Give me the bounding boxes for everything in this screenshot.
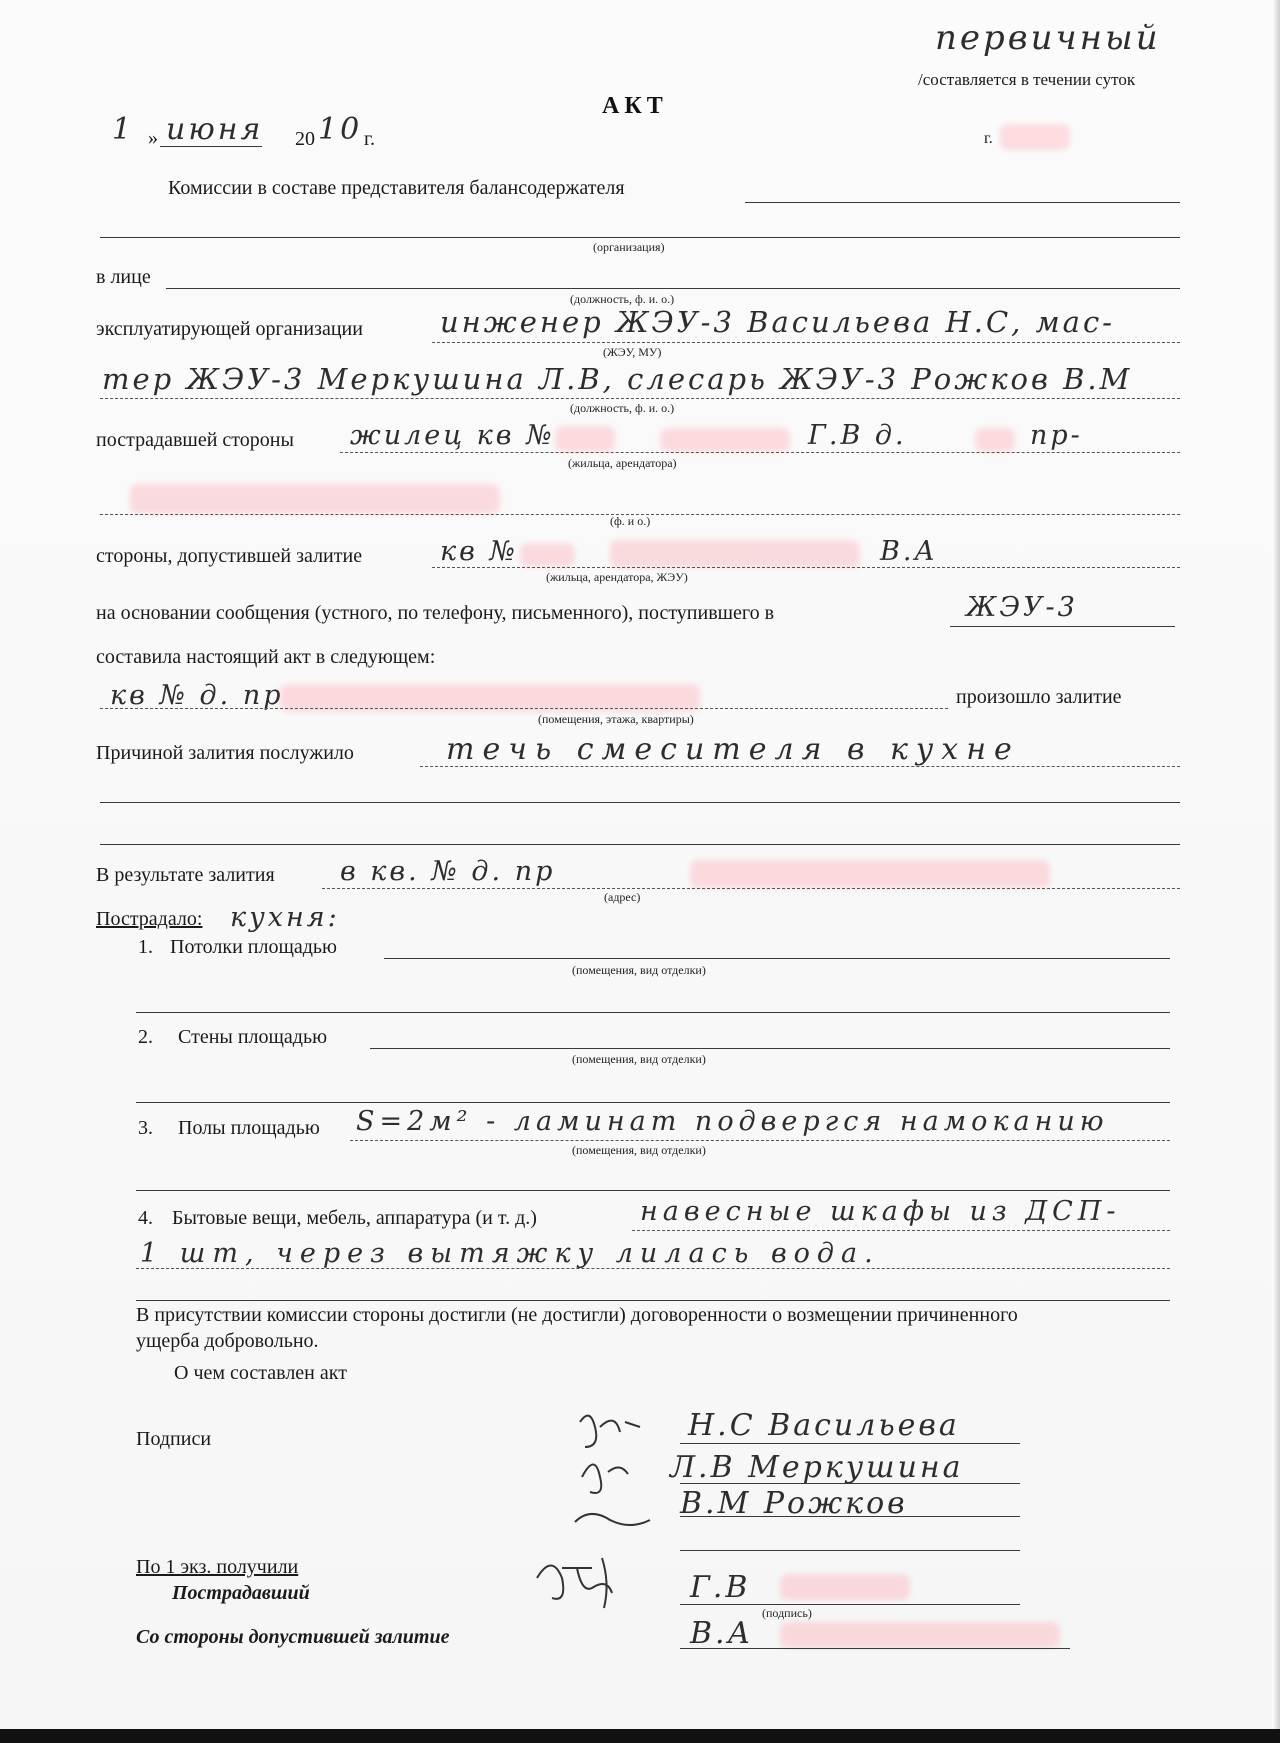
- date-g: г.: [364, 128, 375, 150]
- document-title: АКТ: [602, 93, 668, 119]
- victim-sign-label: Пострадавший: [172, 1582, 310, 1604]
- victim-signature: [532, 1548, 632, 1618]
- signature-2-line: [680, 1483, 1020, 1484]
- page-edge-shadow: [1272, 0, 1280, 1743]
- operating-org-label: эксплуатирующей организации: [96, 318, 363, 340]
- signature-4-line: [680, 1550, 1020, 1551]
- item-4-label: Бытовые вещи, мебель, аппаратура (и т. д.): [172, 1207, 537, 1229]
- date-year-handwritten: 10: [318, 112, 363, 147]
- agreement-line-1: В присутствии комиссии стороны достигли (не достигли) договоренности о возмещении причиненного: [136, 1304, 1018, 1326]
- operating-org-line-2: [100, 398, 1180, 399]
- premises-line: [100, 708, 948, 709]
- culprit-value-b: В.А: [880, 536, 938, 567]
- fio-caption: (ф. и о.): [610, 514, 651, 528]
- redaction: [555, 426, 615, 452]
- date-separator: »: [148, 127, 158, 149]
- suffered-label: Пострадало:: [96, 908, 203, 930]
- zheu-caption: (ЖЭУ, МУ): [603, 345, 662, 359]
- composed-label: составила настоящий акт в следующем:: [96, 646, 436, 668]
- date-month: июня: [166, 112, 264, 147]
- city-g: г.: [984, 130, 993, 147]
- redaction: [130, 484, 500, 514]
- item-2-number: 2.: [138, 1026, 153, 1048]
- victim-line: [340, 452, 1180, 453]
- item-1-number: 1.: [138, 936, 153, 958]
- signature-1-line: [680, 1443, 1020, 1444]
- operating-org-value: инженер ЖЭУ-3 Васильева Н.С, мас-: [440, 305, 1115, 339]
- received-label: По 1 экз. получили: [136, 1556, 299, 1578]
- signature-1: Н.С Васильева: [688, 1408, 960, 1443]
- victim-value-b: Г.В д.: [808, 420, 907, 451]
- item-3-caption: (помещения, вид отделки): [572, 1143, 706, 1157]
- item-4-line: [632, 1230, 1170, 1231]
- item-1-label: Потолки площадью: [170, 936, 337, 958]
- culprit-value: кв №: [440, 536, 518, 567]
- cause-label: Причиной залития послужило: [96, 742, 354, 764]
- result-line: [322, 888, 1180, 889]
- victim-sign-line: [680, 1604, 1020, 1605]
- victim-value: жилец кв №: [350, 420, 555, 451]
- item-2-line: [370, 1048, 1170, 1049]
- basis-line: [950, 626, 1175, 627]
- victim-label: пострадавшей стороны: [96, 429, 294, 451]
- item-1-line: [384, 958, 1170, 959]
- flood-occurred-label: произошло залитие: [956, 686, 1122, 708]
- premises-caption: (помещения, этажа, квартиры): [538, 712, 694, 726]
- item-1-line-2: [136, 1012, 1170, 1013]
- result-label: В результате залития: [96, 864, 275, 886]
- operating-org-value-2: тер ЖЭУ-3 Меркушина Л.В, слесарь ЖЭУ-3 Рожков В.М: [102, 362, 1133, 396]
- victim-signature-text: Г.В: [690, 1570, 751, 1605]
- culprit-sign-label: Со стороны допустившей залитие: [136, 1626, 450, 1648]
- date-month-line: [160, 146, 262, 147]
- result-value: в кв. № д. пр: [340, 856, 556, 887]
- item-2-caption: (помещения, вид отделки): [572, 1052, 706, 1066]
- redaction: [1000, 124, 1070, 150]
- item-3-line: [350, 1140, 1170, 1141]
- culprit-line: [432, 567, 1180, 568]
- redaction: [520, 543, 575, 567]
- signature-2: Л.В Меркушина: [670, 1450, 964, 1485]
- redaction: [610, 540, 860, 568]
- redaction: [690, 860, 1050, 888]
- item-4-value-2: 1 шт, через вытяжку лилась вода.: [140, 1238, 880, 1269]
- item-2-label: Стены площадью: [178, 1026, 328, 1048]
- signature-scribbles: [570, 1402, 670, 1552]
- culprit-caption: (жильца, арендатора, ЖЭУ): [546, 570, 688, 584]
- item-3-number: 3.: [138, 1117, 153, 1139]
- signature-3: В.М Рожков: [680, 1486, 908, 1521]
- sign-caption: (подпись): [762, 1606, 812, 1620]
- scan-bottom-edge: [0, 1729, 1280, 1743]
- item-4-value: навесные шкафы из ДСП-: [640, 1196, 1121, 1227]
- in-person-label: в лице: [96, 266, 151, 288]
- culprit-label: стороны, допустившей залитие: [96, 545, 363, 567]
- item-4-number: 4.: [138, 1207, 153, 1229]
- agreement-line-2: ущерба добровольно.: [136, 1330, 319, 1352]
- culprit-signature-text: В.А: [690, 1616, 754, 1651]
- item-4-line-2: [136, 1268, 1170, 1269]
- redaction: [975, 428, 1015, 452]
- address-caption: (адрес): [604, 890, 641, 904]
- item-4-line-3: [136, 1300, 1170, 1301]
- tenant-caption: (жильца, арендатора): [568, 456, 677, 470]
- in-person-line: [166, 288, 1180, 289]
- victim-value-c: пр-: [1030, 420, 1083, 451]
- cause-line: [420, 766, 1180, 767]
- date-day: 1: [112, 112, 135, 147]
- suffered-handwritten: кухня:: [230, 902, 340, 933]
- commission-line: [745, 202, 1180, 203]
- item-3-line-2: [136, 1190, 1170, 1191]
- operating-org-line: [432, 342, 1180, 343]
- signatures-label: Подписи: [136, 1428, 212, 1450]
- redaction: [780, 1622, 1060, 1648]
- culprit-sign-line: [680, 1648, 1070, 1649]
- commission-label: Комиссии в составе представителя балансодержателя: [168, 177, 625, 199]
- redaction: [660, 428, 790, 452]
- item-2-line-2: [136, 1102, 1170, 1103]
- organization-caption: (организация): [593, 240, 665, 254]
- cause-line-2: [100, 802, 1180, 803]
- premises-value: кв № д. пр: [110, 680, 284, 711]
- position-caption: (должность, ф. и. о.): [570, 292, 675, 306]
- drawn-up-label: О чем составлен акт: [174, 1362, 347, 1384]
- header-note: /составляется в течении суток: [918, 70, 1136, 89]
- organization-line: [100, 237, 1180, 238]
- cause-value: течь смесителя в кухне: [446, 732, 1020, 767]
- basis-label: на основании сообщения (устного, по телефону, письменного), поступившего в: [96, 602, 775, 624]
- position-caption-2: (должность, ф. и. о.): [570, 401, 675, 415]
- item-3-label: Полы площадью: [178, 1117, 320, 1139]
- basis-value: ЖЭУ-3: [966, 592, 1078, 623]
- signature-3-line: [680, 1516, 1020, 1517]
- item-3-value: S=2м² - ламинат подвергся намоканию: [356, 1106, 1109, 1137]
- date-year-prefix: 20: [295, 128, 315, 150]
- item-1-caption: (помещения, вид отделки): [572, 963, 706, 977]
- stamp-handwritten: первичный: [935, 18, 1161, 58]
- cause-line-3: [100, 844, 1180, 845]
- redaction: [780, 1574, 910, 1600]
